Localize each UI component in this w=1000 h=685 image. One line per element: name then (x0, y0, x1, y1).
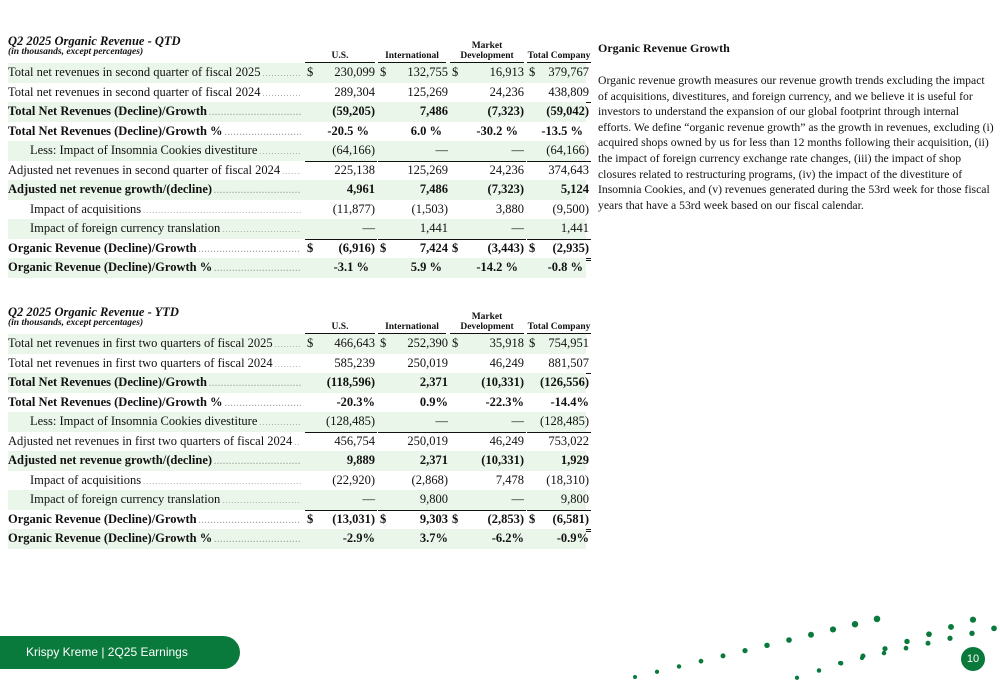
row-value: 881,507 (527, 354, 591, 375)
decorative-dot (795, 676, 799, 680)
row-label: Adjusted net revenue growth/(decline) ..... (8, 180, 301, 201)
ytd-subtitle: (in thousands, except percentages) (8, 318, 144, 328)
row-value: (9,500) (552, 201, 589, 216)
decorative-dot (904, 639, 909, 644)
row-label: Adjusted net revenues in second quarter of fiscal 2024 ..... (8, 161, 301, 182)
qtd-table (8, 34, 591, 278)
decorative-dot (742, 648, 747, 653)
table-row (8, 432, 589, 452)
decorative-dot (633, 675, 637, 679)
table-row (8, 393, 589, 413)
currency-sign: $ (380, 240, 387, 255)
row-value: 7,486 (419, 182, 448, 196)
row-value: -0.9% (556, 531, 589, 545)
row-label: Total net revenues in second quarter of fiscal 2024 ..... (8, 83, 301, 104)
value-amount: (13,031) (332, 511, 375, 526)
ytd-rows (8, 334, 589, 549)
row-label: Adjusted net revenue growth/(decline) ..... (8, 451, 301, 472)
row-value: (64,166) (527, 141, 591, 162)
footer-bar (0, 636, 240, 669)
row-value: 125,269 (407, 162, 448, 177)
row-value: 46,249 (489, 433, 524, 448)
table-row (8, 239, 589, 259)
row-value: -14.2 % (476, 260, 518, 274)
row-value: -22.3% (485, 394, 524, 409)
decorative-dot (655, 670, 659, 674)
row-value: 24,236 (489, 162, 524, 177)
row-value: — (378, 141, 450, 162)
currency-sign: $ (452, 240, 459, 255)
row-value: (7,323) (487, 182, 524, 196)
row-value: 2,371 (419, 375, 448, 389)
row-value: -20.5 % (327, 123, 369, 138)
footer-text: Krispy Kreme | 2Q25 Earnings (26, 645, 188, 659)
row-label: Impact of foreign currency translation ..... (30, 490, 301, 511)
value-amount: (3,443) (487, 240, 524, 255)
table-row (8, 141, 589, 161)
decorative-dot (808, 632, 814, 638)
table-row (8, 490, 589, 510)
row-value: (11,877) (332, 201, 375, 216)
decorative-dot (882, 651, 886, 655)
row-value: 7,478 (495, 472, 524, 487)
row-value: -20.3% (336, 394, 375, 409)
currency-sign: $ (452, 65, 459, 79)
row-value: 1,441 (378, 219, 450, 240)
currency-sign: $ (307, 511, 314, 526)
ytd-header (8, 305, 591, 334)
value-amount: 132,755 (407, 65, 448, 79)
row-value: 1,929 (560, 453, 589, 467)
row-value: — (305, 490, 377, 511)
col-header-us: U.S. (305, 322, 375, 334)
currency-sign: $ (380, 336, 387, 350)
row-value: 9,889 (346, 453, 375, 467)
row-value (527, 334, 591, 354)
row-value: 125,269 (378, 83, 450, 104)
table-row (8, 334, 589, 354)
currency-sign: $ (307, 65, 314, 79)
value-amount: 252,390 (407, 336, 448, 350)
row-value: -6.2% (491, 531, 524, 545)
value-amount: 379,767 (548, 65, 589, 79)
row-value: 4,961 (346, 182, 375, 196)
row-value: 250,019 (407, 433, 448, 448)
row-value (450, 334, 526, 354)
row-label: Organic Revenue (Decline)/Growth ..... (8, 510, 301, 531)
row-value: 3,880 (495, 201, 524, 216)
row-value: (18,310) (546, 472, 589, 487)
row-value: (1,503) (411, 201, 448, 216)
decorative-dot (817, 668, 821, 672)
currency-sign: $ (529, 65, 536, 79)
decorative-dot (926, 641, 931, 646)
decorative-dot (969, 631, 974, 636)
row-value: 5.9 % (410, 260, 442, 274)
table-row (8, 529, 589, 549)
row-value: 456,754 (334, 433, 375, 448)
value-amount: (6,916) (338, 240, 375, 255)
row-label: Adjusted net revenues in first two quarters of fiscal 2024 ..... (8, 432, 301, 453)
value-amount: 230,099 (334, 65, 375, 79)
row-value (378, 63, 450, 83)
row-label: Total net revenues in second quarter of fiscal 2025 ..... (8, 63, 301, 84)
table-row (8, 412, 589, 432)
decorative-dot (830, 626, 836, 632)
decorative-dot (947, 636, 952, 641)
row-value: -30.2 % (476, 123, 518, 138)
qtd-rows (8, 63, 589, 278)
currency-sign: $ (529, 240, 536, 255)
row-value: 9,800 (527, 490, 591, 511)
currency-sign: $ (529, 336, 536, 350)
table-row (8, 200, 589, 220)
row-value (378, 334, 450, 354)
row-label: Total Net Revenues (Decline)/Growth ..... (8, 373, 301, 394)
row-value: (59,205) (332, 104, 375, 118)
col-header-international: International (378, 322, 446, 334)
row-value: -14.4% (550, 394, 589, 409)
row-value: — (450, 219, 526, 240)
row-label: Less: Impact of Insomnia Cookies divestiture ..... (30, 141, 301, 162)
row-value: 7,486 (419, 104, 448, 118)
row-value: -2.9% (342, 531, 375, 545)
col-header-market-development: Market Development (450, 312, 524, 334)
qtd-title: Q2 2025 Organic Revenue - QTD (8, 34, 181, 48)
row-value: (128,485) (527, 412, 591, 433)
value-amount: 754,951 (548, 336, 589, 350)
table-row (8, 161, 589, 181)
col-header-total-company: Total Company (527, 51, 591, 61)
table-row (8, 373, 589, 393)
decorative-dot (786, 637, 792, 643)
row-value: (10,331) (481, 375, 524, 389)
row-value: (10,331) (481, 453, 524, 467)
decorative-dot (926, 631, 932, 637)
row-value: (126,556) (540, 375, 589, 389)
row-label: Organic Revenue (Decline)/Growth % ..... (8, 258, 301, 279)
decorative-dot (904, 646, 909, 651)
row-value: 374,643 (548, 162, 589, 177)
ytd-table (8, 305, 591, 549)
table-row (8, 451, 589, 471)
row-value: 753,022 (548, 433, 589, 448)
row-label: Impact of foreign currency translation ..... (30, 219, 301, 240)
decorative-dot (882, 646, 887, 651)
col-header-international: International (378, 51, 446, 63)
table-row (8, 471, 589, 491)
page-number: 10 (961, 647, 985, 671)
value-amount: (2,935) (552, 240, 589, 255)
currency-sign: $ (529, 511, 536, 526)
row-value: 1,441 (527, 219, 591, 240)
decorative-dot (721, 653, 726, 658)
sidebar-text: Organic revenue growth measures our revenue growth trends excluding the impact of acquisitions, divestitures, and foreign currency, and we believe it is useful for investors to understand the expansion of our global footprint through internal efforts. We define “organic revenue growth” as the growth in revenues, excluding (i) acquired shops owned by us for less than 12 months following their acquisition, (ii) the impact of foreign currency exchange rate changes, (iii) the impact of shop closures related to restructuring programs, (iv) the impact of the divestiture of Insomnia Cookies, and (v) revenues generated during the 53rd week for those fiscal years that have a 53rd week based on our fiscal calendar. (598, 74, 994, 212)
table-row (8, 180, 589, 200)
row-value: — (378, 412, 450, 433)
row-value: 225,138 (334, 162, 375, 177)
value-amount: 35,918 (489, 336, 524, 350)
table-row (8, 510, 589, 530)
row-value: (2,868) (411, 472, 448, 487)
row-value: — (450, 412, 526, 433)
currency-sign: $ (307, 336, 314, 350)
row-value: — (305, 219, 377, 240)
row-label: Total net revenues in first two quarters of fiscal 2024 ..... (8, 354, 301, 375)
row-value: (59,042) (546, 104, 589, 118)
row-value: -0.8 % (547, 260, 583, 274)
row-value: — (450, 490, 526, 511)
table-row (8, 219, 589, 239)
row-label: Total Net Revenues (Decline)/Growth ..... (8, 102, 301, 123)
decorative-dot (860, 656, 864, 660)
value-amount: 466,643 (334, 336, 375, 350)
value-amount: 16,913 (489, 65, 524, 79)
row-label: Total Net Revenues (Decline)/Growth % ..... (8, 393, 301, 414)
row-value: 5,124 (560, 182, 589, 196)
row-value: 250,019 (378, 354, 450, 375)
table-row (8, 83, 589, 103)
ytd-title: Q2 2025 Organic Revenue - YTD (8, 305, 179, 319)
currency-sign: $ (380, 65, 387, 79)
row-label: Total Net Revenues (Decline)/Growth % ..... (8, 122, 301, 143)
row-value: 6.0 % (410, 123, 442, 138)
qtd-header (8, 34, 591, 63)
decorative-dot (970, 617, 976, 623)
table-row (8, 354, 589, 374)
value-amount: 9,303 (419, 511, 448, 526)
col-header-us: U.S. (305, 51, 375, 63)
row-value: (22,920) (332, 472, 375, 487)
row-value: -3.1 % (333, 260, 369, 274)
row-value: — (450, 141, 526, 162)
row-value: (118,596) (326, 375, 375, 389)
row-value: (64,166) (305, 141, 377, 162)
decorative-dot (838, 661, 842, 665)
row-label: Less: Impact of Insomnia Cookies divestiture ..... (30, 412, 301, 433)
value-amount: 7,424 (419, 240, 448, 255)
table-row (8, 122, 586, 142)
row-value: (7,323) (487, 104, 524, 118)
currency-sign: $ (380, 511, 387, 526)
decorative-dot (874, 616, 881, 623)
row-label: Total net revenues in first two quarters of fiscal 2025 ..... (8, 334, 301, 355)
row-value: 3.7% (419, 531, 448, 545)
decorative-dot (764, 643, 769, 648)
row-value: -13.5 % (541, 123, 583, 138)
table-row (8, 258, 586, 278)
decorative-dots (600, 615, 1000, 685)
row-value (450, 63, 526, 83)
currency-sign: $ (452, 336, 459, 350)
row-value (527, 63, 591, 83)
row-value (305, 63, 377, 83)
row-value: 46,249 (450, 354, 526, 375)
currency-sign: $ (452, 511, 459, 526)
row-label: Organic Revenue (Decline)/Growth % ..... (8, 529, 301, 550)
decorative-dot (991, 626, 997, 632)
row-value: 9,800 (378, 490, 450, 511)
row-value: 2,371 (419, 453, 448, 467)
decorative-dot (948, 624, 954, 630)
decorative-dot (677, 664, 681, 668)
row-value: 585,239 (305, 354, 377, 375)
row-value: 24,236 (450, 83, 526, 104)
row-value: 289,304 (305, 83, 377, 104)
row-value: 438,809 (527, 83, 591, 104)
row-label: Organic Revenue (Decline)/Growth ..... (8, 239, 301, 260)
value-amount: (6,581) (552, 511, 589, 526)
currency-sign: $ (307, 240, 314, 255)
row-value: 0.9% (419, 394, 448, 409)
row-value: (128,485) (305, 412, 377, 433)
table-row (8, 102, 589, 122)
qtd-subtitle: (in thousands, except percentages) (8, 47, 144, 57)
decorative-dot (852, 621, 858, 627)
value-amount: (2,853) (487, 511, 524, 526)
col-header-total-company: Total Company (527, 322, 591, 332)
sidebar-title: Organic Revenue Growth (598, 41, 730, 55)
row-label: Impact of acquisitions ..... (30, 471, 301, 492)
row-label: Impact of acquisitions ..... (30, 200, 301, 221)
decorative-dot (699, 659, 704, 664)
row-value (305, 334, 377, 354)
col-header-market-development: Market Development (450, 41, 524, 63)
table-row (8, 63, 589, 83)
